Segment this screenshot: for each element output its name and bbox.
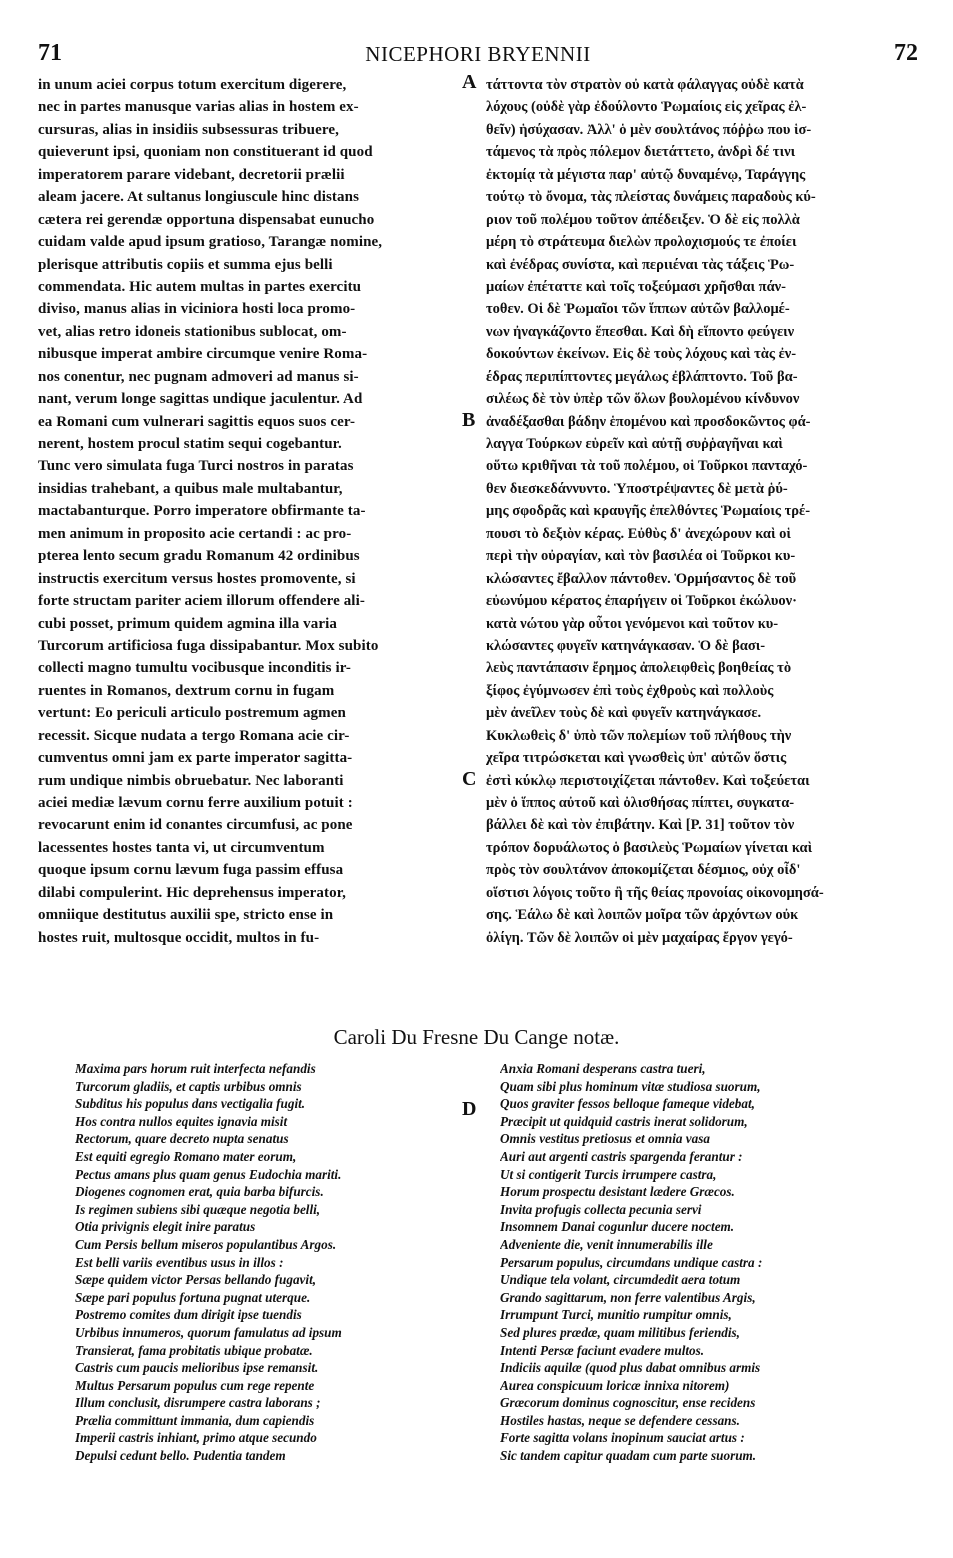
latin-text-line: men animum in proposito acie certandi : ac pro-: [38, 525, 352, 542]
note-verse-line: Maxima pars horum ruit interfecta nefandis: [75, 1061, 316, 1076]
latin-text-line: cuidam valde apud ipsum gratioso, Tarangæ nomine,: [38, 234, 383, 251]
latin-text-line: cubi posset, primum quidem agmina illa varia: [38, 615, 338, 632]
page-number-right: 72: [894, 40, 918, 66]
note-verse-line: Horum prospectu desistant lædere Græcos.: [500, 1184, 735, 1200]
note-verse-line: Est equiti egregio Romano mater eorum,: [75, 1148, 297, 1164]
note-verse-line: Græcorum dominus cognoscitur, ense recidens: [500, 1395, 756, 1411]
note-verse-line: Subditus his populus dans vectigalia fugit.: [75, 1096, 306, 1112]
latin-text-line: hostes ruit, multosque occidit, multos in fu-: [38, 929, 320, 946]
note-verse-line: Forte sagitta volans inopinum sauciat artus :: [500, 1430, 745, 1446]
note-verse-line: Sed plures prædæ, quam militibus feriendis,: [500, 1324, 740, 1340]
greek-text-line: μέρη τὸ στράτευμα διελὼν προλοχισμούς τε ἐποίει: [486, 234, 797, 251]
note-verse-line: Anxia Romani desperans castra tueri,: [500, 1061, 706, 1076]
note-verse-line: Depulsi cedunt bello. Pudentia tandem: [75, 1448, 286, 1464]
greek-text-line: βάλλει δὲ καὶ τὸν ἐπιβάτην. Καὶ [P. 31] τοῦτον τὸν: [486, 817, 795, 834]
greek-text-line: ἐστὶ κύκλῳ περιστοιχίζεται πάντοθεν. Καὶ τοξεύεται: [486, 772, 810, 789]
greek-text-line: λόχους (οὐδὲ γὰρ ἐδούλοντο Ῥωμαίοις εἰς χεῖρας ἐλ-: [486, 99, 807, 116]
greek-text-line: οἵστισι λόγοις τοῦτο ἢ τῆς θείας προνοίας οἰκονομησά-: [486, 884, 824, 901]
greek-text-line: κλώσαντες ἔβαλλον πάντοθεν. Ὁρμήσαντος δὲ τοῦ: [486, 570, 797, 587]
greek-text-line: τούτῳ τὸ ὄνομα, τὰς πλείστας δυνάμεις παραδοὺς κύ-: [486, 189, 816, 206]
latin-text-line: vertunt: Eo periculi articulo postremum agmen: [38, 705, 346, 722]
latin-text-line: nerent, hostem procul statim sequi cogebantur.: [38, 436, 342, 452]
latin-text-line: aciei mediæ lævum cornu ferre auxilium potuit :: [38, 795, 353, 811]
note-verse-line: Sæpe pari populus fortuna pugnat uterque.: [75, 1289, 311, 1305]
latin-text-line: commendata. Hic autem multas in partes exercitu: [38, 278, 362, 295]
note-verse-line: Hostiles hastas, neque se defendere cessans.: [500, 1412, 740, 1428]
note-verse-line: Insomnem Danai cogunlur ducere noctem.: [500, 1219, 735, 1235]
greek-text-line: σης. Ἑάλω δὲ καὶ λοιπῶν μοῖρα τῶν ἀρχόντων οὐκ: [486, 907, 799, 924]
note-verse-line: Cum Persis bellum miseros populantibus Argos.: [75, 1236, 337, 1252]
latin-text-line: aleam jacere. At sultanus longiuscule hinc distans: [38, 189, 360, 206]
latin-text-line: omniique destitutus auxilii spe, stricto ense in: [38, 907, 334, 924]
note-verse-line: Irrumpunt Turci, munitio rumpitur omnis,: [500, 1307, 732, 1323]
note-verse-line: Aurea conspicuum loricæ innixa nitorem): [500, 1377, 730, 1393]
note-verse-line: Castris cum paucis melioribus ipse remansit.: [75, 1360, 319, 1376]
greek-text-line: τοθεν. Οἱ δὲ Ῥωμαῖοι τῶν ἵππων αὐτῶν βαλλομέ-: [486, 301, 790, 318]
greek-text-line: τάττοντα τὸν στρατὸν οὐ κατὰ φάλαγγας οὐδὲ κατὰ: [486, 77, 804, 93]
note-verse-line: Turcorum gladiis, et captis urbibus omnis: [75, 1078, 302, 1094]
note-verse-line: Præcipit ut quidquid castris inerat solidorum,: [500, 1113, 748, 1129]
greek-text-line: πουσι τὸ δεξιὸν κέρας. Εὐθὺς δ' ἀνεχώρουν καὶ οἱ: [486, 525, 791, 542]
greek-text-line: πρὸς τὸν σουλτάνον ἀποκομίζεται δέσμιος, οὐχ οἶδ': [486, 862, 801, 879]
latin-text-line: mactabanturque. Porro imperatore obfirmante ta-: [38, 503, 366, 520]
note-verse-line: Indiciis aquilæ (quod plus dabat omnibus armis: [500, 1360, 761, 1376]
note-verse-line: Sic tandem capitur quadam cum parte suorum.: [500, 1448, 757, 1464]
latin-text-line: nibusque imperat ambire circumque venire Roma-: [38, 346, 368, 363]
greek-text-line: δοκούντων ἐκείνων. Εἰς δὲ τοὺς λόχους καὶ τὰς ἐν-: [486, 346, 797, 363]
note-verse-line: Urbibus innumeros, quorum famulatus ad ipsum: [75, 1324, 342, 1340]
latin-text-line: plerisque attributis copiis et summa ejus belli: [38, 256, 333, 273]
latin-text-line: cætera rei gerendæ opportuna dispensabat eunucho: [38, 211, 375, 228]
note-verse-line: Quam sibi plus hominum vitæ studiosa suorum,: [500, 1078, 761, 1094]
greek-text-line: θεῖν) ἡσύχασαν. Ἀλλ' ὁ μὲν σουλτάνος πόῤῥω που ἱσ-: [486, 121, 812, 138]
latin-text-line: nos conentur, nec pugnam admoveri ad manus si-: [38, 368, 359, 385]
greek-text-line: χεῖρα τιτρώσκεται καὶ γνωσθεὶς ὑπ' αὐτῶν ὅστις: [486, 750, 787, 767]
note-verse-line: Sæpe quidem victor Persas bellando fugavit,: [75, 1272, 317, 1288]
notes-left-column: [75, 1060, 470, 1465]
greek-text-line: μὲν ὁ ἵππος αὐτοῦ καὶ ὀλισθήσας πίπτει, συγκατα-: [486, 795, 795, 811]
note-verse-line: Prælia committunt immania, dum capiendis: [75, 1412, 315, 1428]
greek-text-line: κατὰ νώτου γὰρ οὗτοι γενόμενοι καὶ τοῦτον κυ-: [486, 615, 779, 632]
greek-text-line: περὶ τὴν οὐραγίαν, καὶ τὸν βασιλέα οἱ Τοῦρκοι κυ-: [486, 548, 796, 565]
greek-text-line: τάμενος τὰ πρὸς πόλεμον διετάττετο, ἀνδρὶ δέ τινι: [486, 144, 796, 161]
latin-text-line: Turcorum artificiosa fuga dissipabantur. Mox subito: [38, 637, 379, 654]
greek-text-line: ἀναδέξασθαι βάδην ἑπομένου καὶ προσδοκῶντος φά-: [486, 413, 811, 430]
notes-right-column: [500, 1060, 920, 1465]
running-head: NICEPHORI BRYENNII: [365, 42, 591, 66]
greek-text-line: τρόπον δορυάλωτος ὁ βασιλεὺς Ῥωμαίων γίνεται καὶ: [486, 839, 813, 856]
note-verse-line: Pectus amans plus quam genus Eudochia mariti.: [75, 1166, 342, 1182]
note-verse-line: Invita profugis collecta pecunia servi: [500, 1201, 702, 1217]
latin-text-line: cumventus omni jam ex parte imperator sagitta-: [38, 750, 353, 767]
greek-text-line: ξίφος ἐγύμνωσεν ἐπὶ τοὺς ἐχθροὺς καὶ πολλοὺς: [486, 682, 774, 699]
page-number-left: 71: [38, 40, 62, 66]
greek-text-line: μαίων ἐπέταττε καὶ τοῖς τοξεύμασι χρῆσθαι πάν-: [486, 278, 786, 295]
note-verse-line: Est belli variis eventibus usus in illos :: [75, 1254, 284, 1270]
latin-text-line: nec in partes manusque varias alias in hostem ex-: [38, 99, 359, 116]
greek-text-line: λεὺς παντάπασιν ἔρημος ἀπολειφθεὶς βοηθείας τὸ: [486, 660, 792, 677]
note-verse-line: Omnis vestitus pretiosus et omnia vasa: [500, 1131, 710, 1147]
greek-text-line: Κυκλωθεὶς δ' ὑπὸ τῶν πολεμίων τοῦ πλήθους τὴν: [486, 727, 792, 744]
note-verse-line: Diogenes cognomen erat, quia barba bifurcis.: [75, 1184, 324, 1200]
latin-text-line: in unum aciei corpus totum exercitum digerere,: [38, 77, 347, 93]
note-verse-line: Transierat, fama probitatis ubique probatæ.: [75, 1342, 313, 1358]
greek-text-line: έδρας περιπίπτοντες μεγάλως ἐβλάπτοντο. Τοῦ βα-: [486, 368, 798, 385]
latin-text-line: Tunc vero simulata fuga Turci nostros in paratas: [38, 458, 354, 475]
latin-text-line: lacessentes hostes tanta vi, ut circumventum: [38, 839, 325, 856]
greek-text-line: ριον τοῦ πολέμου τοῦτον ἀπέδειξεν. Ὁ δὲ εἰς πολλὰ: [486, 211, 800, 228]
latin-text-line: quieverunt ipsi, quoniam non constituerant id quod: [38, 144, 373, 161]
latin-text-line: collecti magno tumultu vocibusque inconditis ir-: [38, 660, 352, 677]
greek-text-line: καὶ ἐνέδρας συνίστα, καὶ περιιέναι τὰς τάξεις Ῥω-: [486, 256, 795, 273]
note-verse-line: Postremo comites dum dirigit ipse tuendis: [75, 1307, 302, 1323]
note-verse-line: Ut si contigerit Turcis irrumpere castra,: [500, 1166, 717, 1182]
note-verse-line: Rectorum, quare decreto nupta senatus: [75, 1131, 289, 1147]
greek-text-line: μης σφοδρᾶς καὶ κραυγῆς ἐπελθόντες Ῥωμαίοις τρέ-: [486, 503, 811, 520]
greek-text-line: ὀλίγη. Τῶν δὲ λοιπῶν οἱ μὲν μαχαίρας ἔργον γεγό-: [486, 929, 793, 946]
note-verse-line: Grando sagittarum, non ferre valentibus Argis,: [500, 1289, 756, 1305]
note-verse-line: Auri aut argenti castris spargenda ferantur :: [500, 1148, 743, 1164]
latin-text-column: [38, 74, 456, 949]
note-verse-line: Adveniente die, venit innumerabilis ille: [500, 1236, 713, 1252]
latin-text-line: dilabi compulerint. Hic deprehensus imperator,: [38, 884, 346, 901]
note-verse-line: Otia privignis elegit inire paratus: [75, 1219, 256, 1235]
page-header: [38, 40, 918, 70]
latin-text-line: vet, alias retro idoneis stationibus sublocat, om-: [38, 323, 347, 340]
latin-text-line: revocarunt enim id conantes circumfusi, ac pone: [38, 817, 353, 834]
latin-text-line: rum undique nimbis obruebatur. Nec laboranti: [38, 772, 344, 789]
note-verse-line: Is regimen subiens sibi quæque negotia belli,: [75, 1201, 321, 1217]
greek-text-line: εὐωνύμου κέρατος ἐπαρήγειν οἱ Τοῦρκοι ἐκώλυον·: [486, 593, 797, 610]
latin-text-line: forte structam pariter aciem illorum offendere ali-: [38, 593, 365, 610]
latin-text-line: recessit. Sicque nudata a tergo Romana acie cir-: [38, 727, 350, 744]
margin-marker-a: A: [462, 71, 477, 93]
margin-marker-d: D: [462, 1098, 477, 1120]
note-verse-line: Imperii castris inhiant, primo atque secundo: [75, 1430, 317, 1446]
note-verse-line: Intenti Persæ faciunt evadere multos.: [500, 1342, 705, 1358]
latin-text-line: cursuras, alias in insidiis subsessuras tribuere,: [38, 121, 339, 138]
latin-text-line: ruentes in Romanos, dextrum cornu in fugam: [38, 682, 335, 699]
margin-marker-b: B: [462, 409, 476, 431]
greek-text-line: κλώσαντες φυγεῖν κατηνάγκασαν. Ὁ δὲ βασι-: [486, 637, 766, 654]
greek-text-column: [486, 74, 918, 949]
greek-text-line: ἐκτομίᾳ τὰ μέγιστα παρ' αὐτῷ δυναμένῳ, Ταράγγης: [486, 166, 806, 183]
greek-text-line: θεν διεσκεδάννυντο. Ὑποστρέψαντες δὲ μετὰ ῥύ-: [486, 480, 788, 497]
greek-text-line: μὲν ἀνεῖλεν τοὺς δὲ καὶ φυγεῖν κατηνάγκασε.: [486, 705, 762, 722]
latin-text-line: diviso, manus alias in viciniora hosti loca promo-: [38, 301, 356, 318]
note-verse-line: Undique tela volant, circumdedit aera totum: [500, 1272, 741, 1288]
latin-text-line: quoque ipsum cornu lævum fuga passim effusa: [38, 862, 344, 879]
latin-text-line: imperatorem parare videbant, decretorii prælii: [38, 166, 345, 183]
note-verse-line: Hos contra nullos equites ignavia misit: [75, 1113, 288, 1129]
greek-text-line: λαγγα Τούρκων εὑρεῖν καὶ αὐτῇ συῤῥαγῆναι καὶ: [486, 436, 783, 452]
greek-text-line: οὕτω κριθῆναι τὰ τοῦ πολέμου, οἱ Τοῦρκοι πανταχό-: [486, 458, 808, 475]
latin-text-line: ea Romani cum vulnerari sagittis equos suos cer-: [38, 413, 356, 430]
greek-text-line: νων ἠναγκάζοντο ἕπεσθαι. Καὶ δὴ εἵποντο φεύγειν: [486, 323, 795, 340]
latin-text-line: insidias trahebant, a quibus male multabantur,: [38, 480, 343, 497]
latin-text-line: nant, verum longe sagittas undique jaculentur. Ad: [38, 391, 363, 408]
margin-marker-c: C: [462, 768, 477, 790]
greek-text-line: σιλέως δὲ τὸν ὑπὲρ τῶν ὅλων βουλομένου κίνδυνον: [486, 391, 800, 408]
note-verse-line: Multus Persarum populus cum rege repente: [75, 1377, 315, 1393]
notes-title: Caroli Du Fresne Du Cange notæ.: [333, 1025, 620, 1049]
latin-text-line: instructis exercitum versus hostes promovente, si: [38, 570, 356, 587]
latin-text-line: pterea lento secum gradu Romanum 42 ordinibus: [38, 548, 360, 565]
note-verse-line: Persarum populus, circumdans undique castra :: [500, 1254, 763, 1270]
note-verse-line: Quos graviter fessos belloque fameque videbat,: [500, 1096, 755, 1112]
note-verse-line: Illum conclusit, disrumpere castra laborans ;: [75, 1395, 321, 1411]
